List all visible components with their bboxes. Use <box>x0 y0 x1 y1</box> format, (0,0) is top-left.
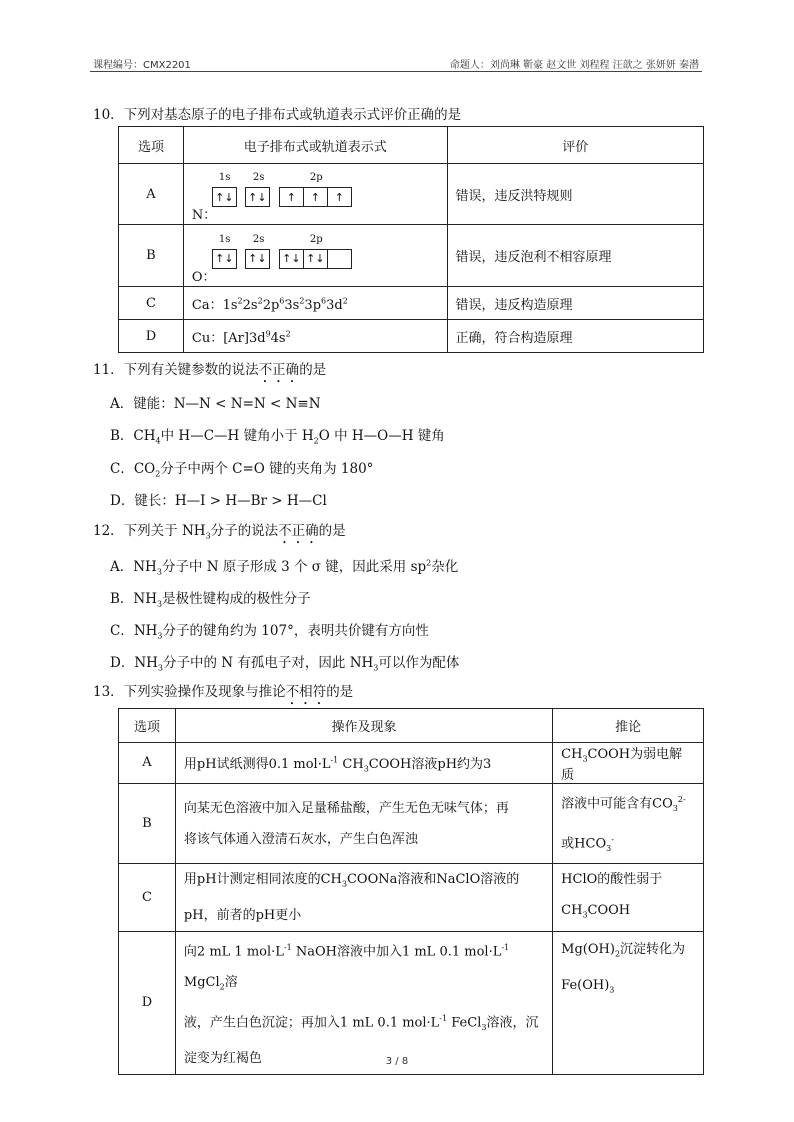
q11-option-b: B．$CH_4$中 H—C—H 键角小于 $H_2O$ 中 H—O—H 键角 <box>110 428 445 446</box>
q10-c-eval: 错误，违反构造原理 <box>447 287 703 320</box>
authors: 命题人：刘尚琳 靳豪 赵文世 刘程程 汪歆之 张妍妍 秦潜 <box>449 60 699 71</box>
orbital-box-2p: ↑↓ <box>279 249 304 269</box>
label-2s: 2s <box>252 172 265 183</box>
q13-c-operation: 用pH计测定相同浓度的$CH_3COONa$溶液和NaClO溶液的 pH，前者的pH更小 <box>175 864 552 932</box>
q13-header-row <box>119 709 704 743</box>
q13-b-inference: 溶液中可能含有$CO_3^{2-}$ 或$HCO_3^-$ <box>553 783 704 864</box>
orbital-box-2s: ↑↓ <box>245 249 270 269</box>
orbital-box-2s: ↑↓ <box>245 187 270 207</box>
q10-d-eval: 正确，符合构造原理 <box>447 320 703 353</box>
q13-header-operation: 操作及现象 <box>175 709 552 743</box>
orbital-box-1s: ↑↓ <box>212 249 237 269</box>
q11-option-a: A．键能：N—N < N=N < N≡N <box>110 396 321 412</box>
q10-table <box>118 126 704 353</box>
q10-header-row <box>119 127 704 164</box>
q10-row-a <box>119 164 704 225</box>
q13-c-inference: HClO的酸性弱于 $CH_3COOH$ <box>553 864 704 932</box>
course-code: 课程编号：CMX2201 <box>93 60 191 71</box>
q10-b-orbital <box>183 225 447 287</box>
orbital-box-1s: ↑↓ <box>212 187 237 207</box>
q13-row-b <box>119 783 704 864</box>
q10-header-option: 选项 <box>119 127 184 164</box>
element-symbol: N： <box>191 208 217 223</box>
q10-a-orbital <box>183 164 447 225</box>
q12-option-a: A．$NH_3$分子中 N 原子形成 3 个 σ 键，因此采用 $sp^2$杂化 <box>110 558 459 577</box>
label-2p: 2p <box>309 172 323 183</box>
q10-stem: 10．下列对基态原子的电子排布式或轨道表示式评价正确的是 <box>93 107 462 123</box>
q13-d-label: D <box>119 932 176 1075</box>
q12-option-c: C．$NH_3$分子的键角约为 107°，表明共价键有方向性 <box>110 623 429 641</box>
q13-a-label: A <box>119 743 176 784</box>
label-2p: 2p <box>309 233 323 245</box>
orbital-box-2p: ↑ <box>279 187 304 207</box>
q13-d-inference: $Mg(OH)_2$沉淀转化为 $Fe(OH)_3$ <box>553 932 704 1075</box>
label-1s: 1s <box>218 233 231 245</box>
q13-b-operation: 向某无色溶液中加入足量稀盐酸，产生无色无味气体；再 将该气体通入澄清石灰水，产生白色浑浊 <box>175 783 552 864</box>
q13-d-operation: 向2 mL 1 $mol\cdot L^{-1}$ NaOH溶液中加入1 mL 0.1 $mol\cdot L^{-1}$ MgCl$_2$溶 液，产生白色沉淀；再加入1 mL 0.1 $mol\cdot L^{-1}$ FeCl$_3$溶液，沉 淀变为红褐色 <box>175 932 552 1075</box>
q10-row-b <box>119 225 704 287</box>
label-2s: 2s <box>252 233 265 245</box>
element-symbol: O： <box>191 269 216 285</box>
q10-c-label: C <box>119 287 184 320</box>
q10-a-label: A <box>119 164 184 225</box>
q11-stem: 11．下列有关键参数的说法不正确的是 <box>93 362 327 378</box>
orbital-box-2p: ↑ <box>303 187 328 207</box>
q10-a-eval: 错误，违反洪特规则 <box>447 164 703 225</box>
orbital-box-2p: ↑ <box>327 187 352 207</box>
label-1s: 1s <box>218 172 231 183</box>
q13-header-option: 选项 <box>119 709 176 743</box>
q13-row-d <box>119 932 704 1075</box>
q13-row-a <box>119 743 704 784</box>
q10-row-c <box>119 287 704 320</box>
q12-stem: 12．下列关于 $NH_3$分子的说法不正确的是 <box>93 523 346 541</box>
q10-c-config: Ca：$1s^22s^22p^63s^23p^63d^2$ <box>183 287 447 320</box>
q13-header-inference: 推论 <box>553 709 704 743</box>
q10-b-eval: 错误，违反泡利不相容原理 <box>447 225 703 287</box>
q13-stem: 13．下列实验操作及现象与推论不相符的是 <box>93 684 354 700</box>
q13-table <box>118 708 704 1075</box>
q13-a-inference: $CH_3COOH$为弱电解质 <box>553 743 704 784</box>
q10-d-label: D <box>119 320 184 353</box>
q11-option-d: D．键长：H—I > H—Br > H—Cl <box>110 493 327 509</box>
q12-option-b: B．$NH_3$是极性键构成的极性分子 <box>110 591 311 609</box>
q11-option-c: C．$CO_2$分子中两个 C=O 键的夹角为 180° <box>110 461 374 479</box>
q10-b-label: B <box>119 225 184 287</box>
q10-header-config: 电子排布式或轨道表示式 <box>183 127 447 164</box>
q13-a-operation: 用pH试纸测得0.1 $mol\cdot L^{-1}$ $CH_3COOH$溶液pH约为3 <box>175 743 552 784</box>
q10-row-d <box>119 320 704 353</box>
orbital-box-2p <box>327 249 352 269</box>
q13-b-label: B <box>119 783 176 864</box>
q13-row-c <box>119 864 704 932</box>
q10-d-config: Cu：$[Ar]3d^94s^2$ <box>183 320 447 353</box>
q10-header-eval: 评价 <box>447 127 703 164</box>
page-number: 3 / 8 <box>385 1056 409 1067</box>
header-divider <box>90 71 702 72</box>
q12-option-d: D．$NH_3$分子中的 N 有孤电子对，因此 $NH_3$可以作为配体 <box>110 655 460 673</box>
orbital-box-2p: ↑↓ <box>303 249 328 269</box>
q13-c-label: C <box>119 864 176 932</box>
